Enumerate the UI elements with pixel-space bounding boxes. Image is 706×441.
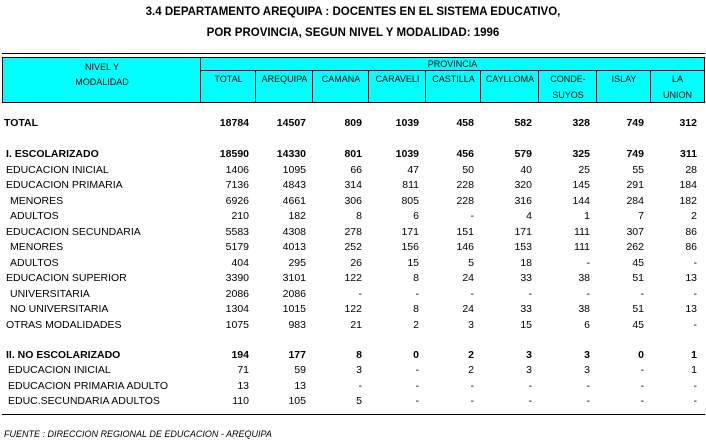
row-label: EDUCACION SECUNDARIA bbox=[6, 226, 141, 238]
cell-value: - bbox=[415, 364, 419, 376]
cell-value: 1075 bbox=[225, 319, 249, 331]
cell-value: 0 bbox=[638, 349, 644, 361]
cell-value: 21 bbox=[350, 319, 362, 331]
row-label: EDUCACION PRIMARIA ADULTO bbox=[8, 380, 169, 392]
cell-value: 51 bbox=[632, 272, 644, 284]
cell-value: 28 bbox=[685, 164, 697, 176]
row-label: I. ESCOLARIZADO bbox=[6, 148, 99, 160]
cell-value: 1406 bbox=[225, 164, 249, 176]
table-row bbox=[0, 226, 706, 241]
cell-value: 295 bbox=[288, 257, 306, 269]
cell-value: - bbox=[528, 288, 532, 300]
cell-value: 307 bbox=[626, 226, 644, 238]
cell-value: 311 bbox=[680, 148, 697, 160]
cell-value: 8 bbox=[356, 210, 362, 222]
cell-value: - bbox=[470, 395, 474, 407]
cell-value: 59 bbox=[294, 364, 306, 376]
table-header bbox=[2, 57, 705, 103]
cell-value: 2086 bbox=[225, 288, 249, 300]
table-row bbox=[0, 319, 706, 334]
cell-value: 3 bbox=[584, 364, 590, 376]
cell-value: 55 bbox=[632, 164, 644, 176]
cell-value: - bbox=[358, 380, 362, 392]
cell-value: 171 bbox=[514, 226, 532, 238]
row-label: UNIVERSITARIA bbox=[10, 288, 90, 300]
cell-value: 25 bbox=[578, 164, 590, 176]
table-row bbox=[0, 380, 706, 395]
cell-value: 122 bbox=[344, 272, 362, 284]
cell-value: 13 bbox=[685, 272, 697, 284]
header-col-7-line1: ISLAY bbox=[611, 74, 637, 84]
header-col-2-line1: CAMANA bbox=[321, 74, 361, 84]
cell-value: 1 bbox=[584, 210, 590, 222]
cell-value: 144 bbox=[572, 195, 590, 207]
cell-value: - bbox=[586, 288, 590, 300]
header-divider bbox=[200, 58, 201, 102]
cell-value: 314 bbox=[344, 179, 362, 191]
bottom-rule bbox=[2, 414, 705, 415]
cell-value: 284 bbox=[626, 195, 644, 207]
cell-value: 5 bbox=[356, 395, 362, 407]
cell-value: 4661 bbox=[282, 195, 306, 207]
cell-value: 2 bbox=[413, 319, 419, 331]
cell-value: 18784 bbox=[219, 117, 249, 129]
cell-value: 5583 bbox=[225, 226, 249, 238]
cell-value: 177 bbox=[288, 349, 306, 361]
table-row bbox=[0, 257, 706, 272]
cell-value: 2 bbox=[691, 210, 697, 222]
table-row bbox=[0, 364, 706, 379]
cell-value: - bbox=[470, 210, 474, 222]
cell-value: 8 bbox=[413, 303, 419, 315]
cell-value: - bbox=[358, 288, 362, 300]
cell-value: 18590 bbox=[219, 148, 249, 160]
cell-value: 456 bbox=[456, 148, 474, 160]
header-nivel-line1: NIVEL Y bbox=[84, 62, 120, 72]
table-row bbox=[0, 288, 706, 303]
cell-value: 26 bbox=[350, 257, 362, 269]
table-row bbox=[0, 210, 706, 225]
cell-value: 328 bbox=[572, 117, 590, 129]
cell-value: 316 bbox=[514, 195, 532, 207]
cell-value: 1 bbox=[691, 364, 697, 376]
row-label: MENORES bbox=[10, 195, 64, 207]
cell-value: 111 bbox=[574, 226, 590, 238]
cell-value: 5179 bbox=[225, 241, 249, 253]
cell-value: - bbox=[693, 395, 697, 407]
cell-value: 182 bbox=[679, 195, 697, 207]
cell-value: 3 bbox=[584, 349, 590, 361]
cell-value: - bbox=[415, 288, 419, 300]
cell-value: 252 bbox=[344, 241, 362, 253]
cell-value: 33 bbox=[520, 272, 532, 284]
cell-value: 306 bbox=[344, 195, 362, 207]
cell-value: 66 bbox=[350, 164, 362, 176]
header-col-6-line2: SUYOS bbox=[552, 90, 584, 100]
cell-value: 13 bbox=[685, 303, 697, 315]
cell-value: 2 bbox=[468, 364, 474, 376]
cell-value: 2086 bbox=[282, 288, 306, 300]
cell-value: 110 bbox=[232, 395, 249, 407]
cell-value: 1 bbox=[691, 349, 697, 361]
header-nivel-line2: MODALIDAD bbox=[75, 77, 129, 87]
cell-value: 312 bbox=[679, 117, 697, 129]
cell-value: 3390 bbox=[225, 272, 249, 284]
cell-value: 153 bbox=[514, 241, 532, 253]
cell-value: 4843 bbox=[282, 179, 306, 191]
cell-value: - bbox=[470, 288, 474, 300]
cell-value: 184 bbox=[679, 179, 697, 191]
cell-value: 278 bbox=[344, 226, 362, 238]
cell-value: 6 bbox=[584, 319, 590, 331]
table-row bbox=[0, 241, 706, 256]
cell-value: 404 bbox=[231, 257, 249, 269]
cell-value: 14330 bbox=[276, 148, 306, 160]
cell-value: 86 bbox=[685, 226, 697, 238]
cell-value: - bbox=[528, 395, 532, 407]
header-col-8-line1: LA bbox=[671, 74, 683, 84]
row-label: ADULTOS bbox=[10, 257, 59, 269]
cell-value: 8 bbox=[356, 349, 362, 361]
cell-value: 3 bbox=[526, 349, 532, 361]
cell-value: 1015 bbox=[282, 303, 306, 315]
top-rule bbox=[2, 53, 705, 54]
cell-value: 579 bbox=[514, 148, 532, 160]
table-row bbox=[0, 195, 706, 210]
cell-value: 7 bbox=[638, 210, 644, 222]
table-row bbox=[0, 179, 706, 194]
cell-value: 4013 bbox=[282, 241, 306, 253]
cell-value: 0 bbox=[413, 349, 419, 361]
cell-value: 809 bbox=[344, 117, 362, 129]
cell-value: 122 bbox=[344, 303, 362, 315]
row-label: II. NO ESCOLARIZADO bbox=[6, 349, 121, 361]
cell-value: 38 bbox=[578, 272, 590, 284]
header-provincia: PROVINCIA bbox=[427, 59, 478, 69]
row-label: EDUCACION PRIMARIA bbox=[6, 179, 123, 191]
header-col-8-line2: UNION bbox=[663, 90, 692, 100]
table-row bbox=[0, 117, 706, 132]
cell-value: 3 bbox=[526, 364, 532, 376]
cell-value: 86 bbox=[685, 241, 697, 253]
cell-value: 2 bbox=[468, 349, 474, 361]
cell-value: 811 bbox=[402, 179, 419, 191]
table-row bbox=[0, 272, 706, 287]
cell-value: 228 bbox=[456, 179, 474, 191]
cell-value: 145 bbox=[572, 179, 590, 191]
table-row bbox=[0, 303, 706, 318]
cell-value: - bbox=[415, 380, 419, 392]
cell-value: 146 bbox=[456, 241, 474, 253]
cell-value: 801 bbox=[344, 148, 362, 160]
cell-value: 749 bbox=[626, 148, 644, 160]
cell-value: 805 bbox=[401, 195, 419, 207]
cell-value: 45 bbox=[632, 257, 644, 269]
header-col-3-line1: CARAVELI bbox=[375, 74, 420, 84]
cell-value: 582 bbox=[514, 117, 532, 129]
header-col-6-line1: CONDE- bbox=[550, 74, 586, 84]
cell-value: 262 bbox=[626, 241, 644, 253]
row-label: EDUC.SECUNDARIA ADULTOS bbox=[8, 395, 160, 407]
cell-value: 291 bbox=[626, 179, 644, 191]
cell-value: 182 bbox=[288, 210, 306, 222]
cell-value: 24 bbox=[462, 272, 474, 284]
cell-value: - bbox=[640, 288, 644, 300]
cell-value: 6926 bbox=[225, 195, 249, 207]
cell-value: 4308 bbox=[282, 226, 306, 238]
row-label: NO UNIVERSITARIA bbox=[10, 303, 109, 315]
cell-value: 210 bbox=[231, 210, 249, 222]
cell-value: 3 bbox=[468, 319, 474, 331]
cell-value: 228 bbox=[456, 195, 474, 207]
cell-value: - bbox=[693, 319, 697, 331]
cell-value: 3 bbox=[356, 364, 362, 376]
cell-value: 7136 bbox=[225, 179, 249, 191]
cell-value: - bbox=[470, 380, 474, 392]
cell-value: 1095 bbox=[282, 164, 306, 176]
table-row bbox=[0, 349, 706, 364]
cell-value: 33 bbox=[520, 303, 532, 315]
table-title-line2: POR PROVINCIA, SEGUN NIVEL Y MODALIDAD: 1996 bbox=[206, 27, 500, 39]
cell-value: 458 bbox=[456, 117, 474, 129]
cell-value: 5 bbox=[468, 257, 474, 269]
cell-value: 40 bbox=[520, 164, 532, 176]
table-row bbox=[0, 148, 706, 163]
header-col-4-line1: CASTILLA bbox=[432, 74, 475, 84]
cell-value: 6 bbox=[413, 210, 419, 222]
cell-value: 24 bbox=[462, 303, 474, 315]
cell-value: 749 bbox=[626, 117, 644, 129]
cell-value: - bbox=[640, 395, 644, 407]
cell-value: 13 bbox=[294, 380, 306, 392]
cell-value: 38 bbox=[578, 303, 590, 315]
cell-value: 50 bbox=[462, 164, 474, 176]
cell-value: 3101 bbox=[282, 272, 306, 284]
cell-value: 71 bbox=[237, 364, 249, 376]
cell-value: 105 bbox=[288, 395, 306, 407]
cell-value: 983 bbox=[288, 319, 306, 331]
cell-value: - bbox=[415, 395, 419, 407]
row-label: ADULTOS bbox=[10, 210, 59, 222]
cell-value: 14507 bbox=[276, 117, 306, 129]
header-col-0-line1: TOTAL bbox=[214, 74, 243, 84]
cell-value: 1304 bbox=[225, 303, 249, 315]
cell-value: 47 bbox=[407, 164, 419, 176]
row-label: EDUCACION SUPERIOR bbox=[6, 272, 127, 284]
cell-value: - bbox=[693, 380, 697, 392]
cell-value: 325 bbox=[572, 148, 590, 160]
source-note: FUENTE : DIRECCION REGIONAL DE EDUCACION - AREQUIPA bbox=[4, 429, 272, 439]
cell-value: - bbox=[528, 380, 532, 392]
cell-value: 8 bbox=[413, 272, 419, 284]
cell-value: 13 bbox=[237, 380, 249, 392]
cell-value: 320 bbox=[514, 179, 532, 191]
table-title-line1: 3.4 DEPARTAMENTO AREQUIPA : DOCENTES EN EL SISTEMA EDUCATIVO, bbox=[145, 6, 561, 18]
cell-value: 194 bbox=[231, 349, 249, 361]
row-label: EDUCACION INICIAL bbox=[6, 164, 109, 176]
cell-value: 1039 bbox=[395, 117, 419, 129]
cell-value: - bbox=[640, 380, 644, 392]
cell-value: 1039 bbox=[395, 148, 419, 160]
cell-value: 111 bbox=[574, 241, 590, 253]
cell-value: 15 bbox=[520, 319, 532, 331]
table-row bbox=[0, 164, 706, 179]
cell-value: - bbox=[693, 257, 697, 269]
row-label: TOTAL bbox=[4, 117, 39, 129]
cell-value: 151 bbox=[456, 226, 474, 238]
cell-value: 51 bbox=[632, 303, 644, 315]
cell-value: 156 bbox=[401, 241, 419, 253]
row-label: EDUCACION INICIAL bbox=[8, 364, 111, 376]
cell-value: - bbox=[586, 395, 590, 407]
cell-value: 15 bbox=[407, 257, 419, 269]
cell-value: 171 bbox=[401, 226, 419, 238]
cell-value: - bbox=[586, 380, 590, 392]
row-label: MENORES bbox=[10, 241, 64, 253]
cell-value: 4 bbox=[526, 210, 532, 222]
provincia-underline bbox=[200, 70, 705, 71]
cell-value: - bbox=[640, 364, 644, 376]
cell-value: 18 bbox=[520, 257, 532, 269]
cell-value: - bbox=[693, 288, 697, 300]
header-col-5-line1: CAYLLOMA bbox=[485, 74, 535, 84]
cell-value: - bbox=[586, 257, 590, 269]
row-label: OTRAS MODALIDADES bbox=[6, 319, 122, 331]
cell-value: 45 bbox=[632, 319, 644, 331]
header-col-1-line1: AREQUIPA bbox=[261, 74, 308, 84]
table-row bbox=[0, 395, 706, 410]
